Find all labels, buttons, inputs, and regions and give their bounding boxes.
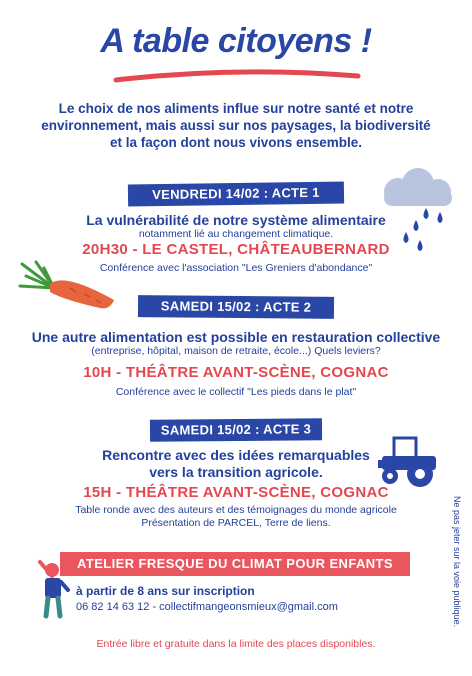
- act3-detail-line2: Présentation de PARCEL, Terre de liens.: [141, 517, 331, 529]
- page-title: A table citoyens !: [100, 22, 372, 60]
- act3-title-line2: vers la transition agricole.: [149, 464, 323, 480]
- act1-subtitle: notamment lié au changement climatique.: [138, 228, 334, 240]
- act2-time-place: 10H - THÉÂTRE AVANT-SCÈNE, COGNAC: [83, 364, 389, 381]
- act3-time-place: 15H - THÉÂTRE AVANT-SCÈNE, COGNAC: [83, 484, 389, 501]
- act1-detail: Conférence avec l'association "Les Greniers d'abondance": [99, 262, 373, 274]
- child-icon: [32, 558, 74, 624]
- side-note: Ne pas jeter sur la voie publique.: [452, 496, 462, 628]
- act3-banner: SAMEDI 15/02 : ACTE 3: [150, 418, 322, 442]
- workshop-contact: 06 82 14 63 12 - collectifmangeonsmieux@gmail.com: [76, 601, 338, 613]
- act1-time-place: 20H30 - LE CASTEL, CHÂTEAUBERNARD: [82, 241, 390, 258]
- title-underline: [112, 66, 362, 84]
- act1-banner: VENDREDI 14/02 : ACTE 1: [128, 181, 344, 206]
- act2-title: Une autre alimentation est possible en restauration collective: [31, 329, 441, 345]
- workshop-banner: ATELIER FRESQUE DU CLIMAT POUR ENFANTS: [60, 552, 410, 576]
- act2-banner: SAMEDI 15/02 : ACTE 2: [138, 295, 334, 319]
- workshop-line1: à partir de 8 ans sur inscription: [76, 584, 255, 598]
- act3-detail-line1: Table ronde avec des auteurs et des témoignages du monde agricole: [75, 504, 397, 516]
- tractor-icon: [372, 430, 444, 490]
- footer-note: Entrée libre et gratuite dans la limite des places disponibles.: [96, 638, 376, 650]
- act2-subtitle: (entreprise, hôpital, maison de retraite, école...) Quels leviers?: [91, 345, 381, 357]
- act1-title: La vulnérabilité de notre système alimentaire: [86, 212, 386, 228]
- act3-title-line1: Rencontre avec des idées remarquables: [102, 447, 370, 463]
- act2-detail: Conférence avec le collectif "Les pieds dans le plat": [115, 386, 357, 398]
- intro-text: Le choix de nos aliments influe sur notre santé et notre environnement, mais aussi sur nos paysages, la biodiversité et la façon dont nous vivons ensemble.: [41, 101, 431, 150]
